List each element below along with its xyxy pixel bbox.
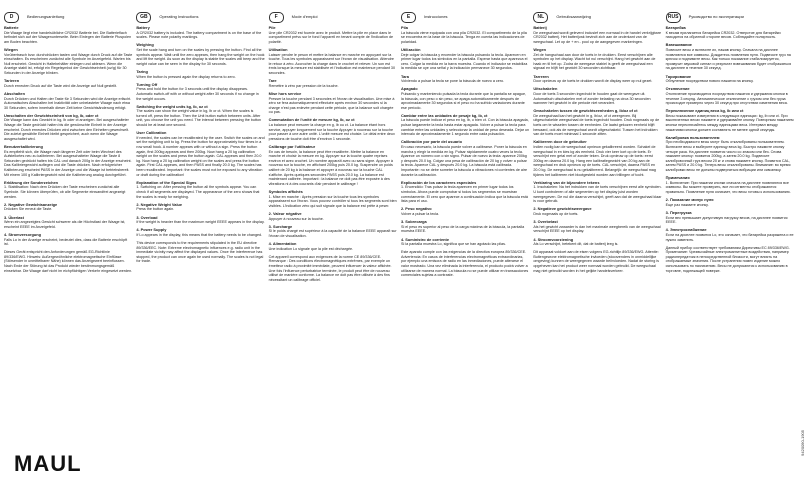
section bbox=[136, 70, 264, 79]
section bbox=[269, 225, 397, 239]
column-french bbox=[269, 12, 397, 444]
section-text: De weegschaal kan het gewicht in g, lb/oz, of ct weergeven. Bij uitgeschakelde weegschaal de toets ingedrukt houden. Druk nogmaals op de toets om te wisselen tussen de eenheden. De laatst gekozen eenheid blijft bewaard, ook als de weegschaal wordt uitgeschakeld. Tussen het indrukken van de toets moet minimaal 1 seconde zitten. bbox=[533, 113, 660, 137]
section-heading: Abschalten bbox=[4, 90, 25, 96]
section-text: Indien nodig kan de weegschaal opnieuw gekalibreerd worden. Schakel de weegschaal in en kies kg als eenheid. Druk vier keer kort op de toets. Er verschijnt een getal met of zonder teken. Druk opnieuw op de toets: eerst 200kg en daarna 20.0 kg. Hang een kalibratiegewicht van 20 kg aan de weegschaal en druk opnieuw op de toets. CAL verschijnt, daarna PASS en 20.0 kg. De weegschaal is nu gekalibreerd. Belangrijk: de weegschaal mag tijdens het kalibreren niet blootgesteld worden aan trillingen of tocht. bbox=[533, 145, 656, 177]
section-text: Press and hold the button for 3 seconds until the display disappears. Automatic switch-off with or without weight after 30 seconds if no change in the weight occurs. bbox=[136, 87, 259, 101]
section bbox=[269, 92, 397, 115]
section bbox=[401, 250, 529, 278]
section-heading: Explanation of the Special Signs bbox=[136, 179, 197, 185]
section-heading: 2. Peso negativo bbox=[400, 206, 432, 212]
section-text: Cet appareil correspond aux exigences de la norme CE 89/336/CEE. Remarque : Des conditions électromagnétiques extrêmes, par exemple un émetteur radio à proximité immédiate, peuvent influencer la valeur affichée. Une fois l'influence perturbatrice terminée, le produit peut être de nouveau utilisé de manière conforme. La balance ne doit pas être utilisée à des fins nécessitant un calibrage officiel. bbox=[268, 254, 392, 282]
section bbox=[136, 216, 264, 225]
section-text: Volver a pulsar la tecla. bbox=[400, 211, 440, 216]
section-text: Повесьте весы и включите их, нажав кнопку. Сначала на дисплее появляются все символы. Дождитесь появления нуля. Подвесьте груз на крючок и поднимите весы. Как только показание стабилизируется, прозвучит звуковой сигнал и результат взвешивания будет отображаться на дисплее в течение 30 секунд. bbox=[665, 47, 792, 71]
section-text: Set the scale hang and turn on the scales by pressing the button. Find all the symbols appear. Wait until the zero appears, then hang the weight on the hook and lift the weight. As soon as the display is stable the scales will beep and the weight value can be seen in the display for 30 seconds. bbox=[136, 47, 265, 66]
section bbox=[666, 176, 794, 194]
section bbox=[666, 75, 794, 84]
section-text: La balance peut mesurer la charge en g, lb ou ct. La balance étant hors service, appuyer longuement sur la touche Appuyer à nouveau sur la touche pour passer à une autre unité. L'unité mesure est choisie. Le délai entre deux pressions de touche doit être d'environ 1 seconde. bbox=[268, 123, 395, 141]
section-heading: Explicación de los caracteres especiales bbox=[400, 179, 477, 185]
section bbox=[401, 87, 529, 110]
section-heading: 4. Power Supply bbox=[136, 227, 167, 233]
column-header bbox=[533, 12, 661, 23]
section-heading: 2. Показание минус нуля bbox=[665, 197, 714, 203]
section bbox=[533, 220, 661, 234]
column-header bbox=[666, 12, 794, 23]
section-heading: Tare bbox=[268, 78, 277, 84]
section-heading: 2. Valeur négative bbox=[268, 210, 302, 216]
section-heading: Mise hors service bbox=[268, 90, 302, 96]
section-heading: Cambiar entre las unidades de pesaje kg, lb, ct bbox=[400, 112, 488, 118]
section-text: Als Lo verschijnt, betekent dit, dat de batterij leeg is. bbox=[533, 242, 619, 247]
section bbox=[401, 75, 529, 84]
section-text: Drücken Sie erneut die Taste. bbox=[4, 207, 53, 212]
language-badge: GB bbox=[136, 12, 151, 23]
section-heading: Verklaring van de bijzondere tekens bbox=[533, 179, 600, 185]
section bbox=[401, 238, 529, 247]
section bbox=[4, 145, 132, 177]
column-russian bbox=[666, 12, 794, 444]
section bbox=[269, 190, 397, 208]
section-text: Vorübertrasch bzw. durchdrücken tasten und Waage durch Druck auf die Taste einschalten. Es erscheinen zunächst alle Symbole im Anzeigefeld. Warten bis Null erscheint. Gewicht in Haltebehälter einlegen und ablesen. Wenn die Anzeige stabil ist, erfolgt ein Regelsymbol der Gewichtseinheit (oz/g) für 30 Sekunden in der Anzeige blinken. bbox=[4, 52, 133, 75]
language-badge: E bbox=[401, 12, 416, 23]
section-text: Door opnieuw op de toets te drukken wordt de display weer op nul gezet. bbox=[533, 79, 653, 84]
section-heading: Wiegen bbox=[4, 46, 18, 52]
section-heading: Pila bbox=[400, 25, 408, 30]
section-text: Si la pantalla muestra Lo, significa que se han agotado las pilas. bbox=[400, 242, 506, 247]
section bbox=[4, 181, 132, 199]
section-heading: Turning Off bbox=[136, 81, 158, 87]
section-text: Dit apparaat voldoet aan de eisen volgens EG-richtlijn 89/336/EWG. Attentie: Buitengewone elektromagnetische invloeden (stoorzenders in onmiddellijke omgeving) kunnen de weergegeven waarde beïnvloeden. Nadat de storing is opgeheven kan het product weer normaal worden gebruikt. De weegschaal mag niet gebruikt worden in het geijkte handelsverkeer. bbox=[533, 250, 659, 273]
section bbox=[533, 26, 661, 44]
section-text: Durch Drücken und Halten der Taste für 3 Sekunden wird die Anzeige erlischt. Automatisches Abschalten bei Inaktivität oder unbelasteter Waage nach etwa 30 Sekunden, sofern innerhalb dieser Zeit keine Gewichtsänderung erfolgt. bbox=[4, 96, 132, 110]
section-heading: 4. Электроснабжение bbox=[665, 227, 707, 233]
section-heading: Battery bbox=[136, 25, 150, 30]
instruction-columns bbox=[4, 12, 794, 444]
section-heading: 3. Overbelast bbox=[533, 219, 558, 225]
section-text: Remettre à zéro par pression de la touche. bbox=[268, 83, 339, 88]
brand-logo: MAUL bbox=[14, 451, 82, 476]
section bbox=[666, 136, 794, 173]
section bbox=[136, 203, 264, 212]
section-heading: Apagado bbox=[400, 86, 418, 92]
section bbox=[4, 114, 132, 142]
section-text: La báscula puede indicar el peso en kg, lb, o bien ct. Con la báscula apagada, pulsar largamente la tecla hasta estar apagada. Volver a pulsar la tecla para cambiar entre las unidades y seleccionar la unidad de peso deseada. Dejar un intervalo de aproximadamente 1 segundo entre cada pulsación. bbox=[400, 118, 530, 137]
section bbox=[533, 181, 661, 204]
section-text: En cas de besoin, la balance peut être recalibrée. Mettre la balance en marche et choisir la mesure en kg. Appuyer sur la touche quatre reprises environ et avec crochet. Un nombre apparaît avec ou sans signe. Appuyer à nouveau sur la touche, en affichant 200kg puis 20.0 kg. Suspendre un poids calibré de 20 kg à la balance et appuyer à nouveau sur la touche CAL s'affiche. Après quelques secondes PASS puis 20.0 kg. La balance est maintenant calibrée. Important : la balance ne doit pas être exposée à des vibrations ni à des courants d'air pendant le calibrage ! bbox=[268, 149, 393, 186]
document-code: 9420090-1905 bbox=[800, 430, 805, 456]
section bbox=[4, 92, 132, 110]
column-title: Gebruiksaanwijzing bbox=[556, 14, 591, 20]
section-heading: Pile bbox=[268, 25, 276, 30]
section-heading: 2. Negatieve gewichtsweergave bbox=[533, 206, 592, 212]
section-text: Еще раз нажмите кнопку. bbox=[665, 202, 709, 207]
section-heading: 3. Sobrecarga bbox=[400, 219, 427, 225]
section bbox=[4, 26, 132, 44]
section-text: К весам прилагается батарейка CR2032. Отверстие для батарейки находится на обратной стороне весов. Соблюдайте полярность. bbox=[665, 30, 781, 40]
section bbox=[269, 118, 397, 141]
section-heading: Umschalten der Gewichtseinheit von kg, lb, oder ct bbox=[4, 112, 99, 118]
section bbox=[666, 246, 794, 274]
section-text: This device corresponds to the requirements stipulated in the EU directive 89/336/EEC. Note: Extreme electromagnetic influences e.g. radio unit in the immediate vicinity may affect the displayed values. Once the interference has stopped, the product can once again be used normally. The scales is not legal for trade. bbox=[136, 241, 264, 264]
column-dutch bbox=[533, 12, 661, 444]
section bbox=[401, 207, 529, 216]
section-heading: Калибровка пользователем bbox=[665, 134, 720, 140]
section bbox=[666, 211, 794, 225]
section bbox=[136, 131, 264, 177]
section bbox=[401, 114, 529, 137]
column-header bbox=[136, 12, 264, 23]
section-heading: 2. Negative Gewichtsanzeige bbox=[4, 201, 58, 207]
language-badge: RUS bbox=[666, 12, 681, 23]
section bbox=[533, 250, 661, 273]
section-text: The scales can show the weight value in kg, lb or ct. When the scales is turned off, press the button. Then the Unit button switch between units. After unit, you choose the unit you need. The interval between pressing the button should be at least one second. bbox=[136, 109, 262, 128]
section-text: Une indication Lo signale que la pile est déchargée. bbox=[268, 246, 354, 251]
section-heading: Calibrage par l'utilisateur bbox=[268, 144, 316, 150]
section-heading: Batterij bbox=[533, 25, 547, 30]
section-heading: Utilización bbox=[400, 46, 421, 52]
section-heading: 2. Negative Weight Value bbox=[136, 201, 183, 207]
language-badge: D bbox=[4, 12, 19, 23]
section bbox=[666, 109, 794, 132]
section bbox=[4, 48, 132, 76]
section-heading: Calibración por parte del usuario bbox=[400, 139, 462, 145]
column-header bbox=[269, 12, 397, 23]
section-text: En caso necesario, la báscula puede volver a calibrarse. Poner la báscula en marcha y elegir la medida en kg. Pulsar rápidamente cuatro veces la tecla. Aparece un número con o sin signo. Pulsar de nuevo la tecla: aparece 200kg y después 20.0 kg. Colgar una pesa de calibración de 20 kg y volver a pulsar la tecla. Aparece CAL y después 20.0 kg. La báscula está calibrada. Importante: no se debe someter la báscula a vibraciones ni corrientes de aire durante la calibración. bbox=[400, 145, 528, 177]
section bbox=[269, 79, 397, 88]
section-text: Если на дисплее появится Lo, это означает, что батарейка разряжена и ее нужно заменить. bbox=[665, 232, 794, 242]
section-heading: Benutzerkalibrierung bbox=[4, 144, 43, 150]
section-heading: Kalibreren door de gebruiker bbox=[533, 139, 587, 145]
section-text: Dieses Gerät entspricht den Anforderungen gemäß EG-Richtlinie 89/336/EWG. Hinweis: Außergewöhnliche elektromagnetische Einflüsse (Störsender in unmittelbarer Nähe) können das Anzeigewert beeinflussen. Nach Ende der Störung ist das Produkt wieder bestimmungsgemäß einsetzbar. Die Waage darf nicht im eichpflichtigen Verkehr eingesetzt werden. bbox=[4, 250, 133, 273]
section bbox=[136, 105, 264, 128]
section-text: Door de toets 3 seconden ingedrukt te houden gaat de weergave uit. Automatisch uitschakelen met of zonder belasting na circa 30 seconden wanneer het gewicht in die periode niet verandert. bbox=[533, 91, 651, 106]
section bbox=[4, 250, 132, 273]
section-heading: Tara bbox=[400, 73, 409, 79]
section-heading: Tarreren bbox=[533, 73, 549, 79]
section-text: При необходимости весы могут быть откалиброваны пользователем. Включите весы и выберите единицу веса kg. Быстро нажмите кнопку четыре раза. На дисплее появится число со знаком или без. Снова нажмите кнопку: появится 200kg, а затем 20.0 kg. Подвесьте калибровочный груз весом 20 кг и снова нажмите кнопку. Появится CAL, затем PASS и 20.0 kg. Теперь весы откалиброваны. Внимание: во время калибровки весы не должны подвергаться вибрации или сквозняку. bbox=[665, 140, 791, 172]
section bbox=[136, 83, 264, 101]
section-heading: Wegen bbox=[533, 46, 546, 52]
section-heading: Symboles affichés bbox=[268, 188, 303, 194]
section-text: Presser la touche pendant 3 secondes et l'écran de visualisation. Une mise à zéro se fera automatiquement effectuée après environ 30 secondes si la charge n'est pas enlevée pendant cette période, que la balance soit chargée ou pas. bbox=[268, 96, 395, 115]
section bbox=[533, 207, 661, 216]
section bbox=[269, 48, 397, 76]
section bbox=[4, 233, 132, 247]
section-text: 1. Inschakelen: Na het indrukken van de toets verschijnen eerst alle symbolen. U kunt controleren of alle segmenten op het display juist worden weergegeven. De nul die daarna verschijnt, geeft aan dat de weegschaal klaar is voor gebruik. bbox=[533, 185, 662, 204]
section-text: Весы показывают измерения в следующих единицах: kg, lb или ct. При выключенных весах нажмите и удерживайте кнопку. Повторным нажатием кнопки переключайтесь между единицами веса. Интервал между нажатиями кнопки должен составлять не менее одной секунды. bbox=[665, 113, 794, 132]
column-spanish bbox=[401, 12, 529, 444]
section-text: 1. Включение: При нажатии кнопки сначала на дисплее появляются все символы. Вы можете проверить, все ли сегменты отображаются правильно. Появление нуля означает, что весы готовы к использованию. bbox=[665, 180, 791, 194]
section bbox=[533, 48, 661, 71]
column-header bbox=[4, 12, 132, 23]
section-heading: Utilisation bbox=[268, 46, 288, 52]
section bbox=[533, 75, 661, 84]
section-text: When the button is pressed again the display returns to zero. bbox=[136, 74, 236, 79]
column-title: Operating Instructions bbox=[159, 14, 199, 20]
section-heading: 3. Перегрузка bbox=[665, 209, 692, 215]
section-text: If Lo appears in the display, this means that the battery needs to be changed. bbox=[136, 232, 263, 237]
section-text: Es empfiehlt sich, die Waage nach längerer Zeit oder beim Wechsel des Aufstellortes neu zu kalibrieren. Bei ausgeschalteter Waage die Taste 8 Sekunden gedrückt halten bis CAL und danach 200g in der Anzeige erscheint. Das Kalibriergewicht auflegen und die Taste drücken. Nach erfolgreicher Kalibrierung erscheint PASS in der Anzeige und die Waage ist betriebsbereit. Mit einem 100 g Kalibriergewicht wird die Kalibrierung analog durchgeführt. bbox=[4, 149, 132, 177]
section-heading: Переключение единиц веса kg, lb или ct bbox=[665, 108, 744, 114]
section-text: Die Waage kann das Gewicht in kg, lb oder ct anzeigen. Bei ausgeschalteter Waage die Taste gedrückt halten bis die gewünschte Einheit in der Anzeige erscheint. Durch erneutes Drücken wird zwischen den Einheiten gewechselt. Die zuletzt gewählte Einheit bleibt gespeichert, auch wenn die Waage ausgeschaltet wird. bbox=[4, 118, 130, 141]
section bbox=[666, 228, 794, 242]
section-heading: Taring bbox=[136, 68, 148, 74]
language-badge: NL bbox=[533, 12, 548, 23]
section-text: Durch erneuten Druck auf die Taste wird die Anzeige auf Null gestellt. bbox=[4, 83, 118, 88]
section bbox=[4, 79, 132, 88]
section bbox=[4, 216, 132, 230]
column-title: Bedienungsanleitung bbox=[27, 14, 65, 20]
section bbox=[269, 145, 397, 186]
section bbox=[666, 198, 794, 207]
section-text: Обнуление посредством нового нажатия на кнопку. bbox=[665, 79, 754, 84]
section-text: Falls Lo in der Anzeige erscheint, bedeutet dies, dass die Batterie erschöpft ist. bbox=[4, 237, 128, 247]
section-heading: Uitschakelen bbox=[533, 86, 558, 92]
section-text: Laisser pendre le peson et mettre la balance en marche en appuyant sur la touche. Tous les symboles apparaissent sur l'écran de visualisation. Attendre le retour à zéro. Accrocher la charge dans le crochet et relever. Un son est émis lorsque la mesure est stabilisée et l'indication est maintenue pendant 30 secondes. bbox=[268, 52, 396, 75]
section bbox=[136, 26, 264, 40]
section bbox=[401, 220, 529, 234]
section-text: Si el peso es superior al peso de la carga máxima de la báscula, la pantalla muestra EEEE. bbox=[400, 224, 525, 234]
section-text: Die Waage liegt eine handelsübliche CR2032 Batterie bei. Die Batterieflach befindet sich auf der Waagenunterseite. Beim Einlegen der Batterie Pluspolen am Boden beachten. bbox=[4, 30, 132, 44]
section-text: Zet de hangschaal aan door de toets in te drukken. Eerst verschijnen alle symbolen op het display. Wacht tot nul verschijnt. Hang het gewicht aan de haak en til het op. Zodra de weergave stabiel is geeft de weegschaal een signaal en blijft het gewicht 30 seconden zichtbaar. bbox=[533, 52, 656, 71]
section-heading: 3. Overload bbox=[136, 214, 158, 220]
section bbox=[533, 238, 661, 247]
section-text: Une pile CR2032 est fournie avec le produit. Mettre la pile en place dans le compartiment prévu sur le fond l'appareil en tenant compte de l'indication de polarité. bbox=[268, 30, 394, 44]
section bbox=[533, 140, 661, 177]
section-text: If the weight is heavier than the maximum weight EEEE appears in the display. bbox=[136, 220, 265, 225]
section-text: Als het gewicht zwaarder is dan het maximale weegbereik van de weegschaal verschijnt EEEE op het display. bbox=[533, 224, 661, 234]
section-heading: Примечания bbox=[665, 175, 690, 181]
section-heading: User Calibration bbox=[136, 130, 167, 136]
section-text: Druk nogmaals op de toets. bbox=[533, 211, 579, 216]
section bbox=[401, 181, 529, 204]
section-text: A CR2032 battery is included. The battery compartment is on the base of the scales. Please note polarity markings. bbox=[136, 30, 262, 40]
section-text: Este aparato cumple con las exigencias de la directiva europea 89/336/CEE. Advertencia: En casos de interferencias electromagnéticas extraordinarias, por ejemplo una emisora de radio en las inmediaciones, puede alterarse el valor mostrado. Una vez eliminada la interferencia, el producto podrá volver a utilizarse de manera normal. La báscula no se puede utilizar en transacciones comerciales sujetas a contraste. bbox=[400, 250, 529, 278]
section-heading: 4. Stromversorgung bbox=[4, 231, 41, 237]
section bbox=[4, 203, 132, 212]
section-heading: Commutation de l'unité de mesure kg, lb, oz ct bbox=[268, 117, 355, 123]
section-text: 1. Encendido: Tras pulsar la tecla aparecen en primer lugar todos los símbolos. Ahora puede comprobar si todos los segmentos se muestran correctamente. El cero que aparece a continuación indica que la báscula está lista para el uso. bbox=[400, 185, 528, 204]
section-text: Press the button again. bbox=[136, 207, 175, 212]
section-heading: 4. Stroomvoorziening bbox=[533, 236, 574, 242]
column-english bbox=[136, 12, 264, 444]
section-heading: Erklärung der Sonderzeichen bbox=[4, 179, 59, 185]
section-heading: 3. Surcharge bbox=[268, 223, 293, 229]
section-text: 1. Switching on: After pressing the button all the symbols appear. You can check if all segments are displayed. The appearance of the zero shows that the scales is ready for weighing. bbox=[136, 185, 260, 199]
section bbox=[533, 87, 661, 105]
section-text: If needed, the scales can be recalibrated by the user. Switch the scales on and set the weighing unit to kg. Press the button for approximately four times in a row small hook. A number appears with or without a sign. Press the button again, first 200kg appears and then 200kg. Now hang a 20 kg calibration weight on the scales and press the button again. CAL appears and then 20.0 kg. Now hang a 20 kg calibration weight on the scales and press the button again. First CAL appears, and then PASS and finally 20.0 kg. The scales has been recalibrated. Important: the scales must not be exposed to any vibration or draft during the calibration! bbox=[136, 135, 265, 177]
column-german bbox=[4, 12, 132, 444]
section bbox=[401, 26, 529, 44]
section-heading: Omschakelen tussen de gewichtseenheden g, lb/oz of ct bbox=[533, 108, 638, 114]
section-heading: Switching the weight units kg, lb, oz ct bbox=[136, 103, 208, 109]
section bbox=[269, 212, 397, 221]
section bbox=[666, 26, 794, 40]
section-heading: 4. Suministro de corriente bbox=[400, 236, 449, 242]
section-text: Если вес превышает допустимую нагрузку весов, на дисплее появится EEEE. bbox=[665, 215, 788, 225]
section bbox=[269, 26, 397, 44]
section-heading: Weighing bbox=[136, 42, 154, 48]
section-text: Отключение производится посредством нажатия и удержания кнопки в течение 3 секунд. Автоматическое отключение с грузом или без груза происходит примерно через 30 секунд при отсутствии изменения веса. bbox=[665, 91, 788, 106]
section-text: Данный прибор соответствует требованиям Директивы ЕС 89/336/EWG. Примечание: Чрезвычайные электромагнитные воздействия, например радиопередатчик в непосредственной близости, могут влиять на отображаемые значения. После устранения помех изделие можно использовать по назначению. Весы не допускаются к использованию в торговле, подлежащей поверке. bbox=[665, 245, 790, 273]
section-heading: Батарейка bbox=[665, 25, 686, 30]
section bbox=[269, 242, 397, 251]
section bbox=[666, 43, 794, 71]
section bbox=[401, 48, 529, 71]
section-text: Volviendo a pulsar la tecla se pone la báscula de nuevo a cero. bbox=[400, 79, 505, 84]
section bbox=[136, 43, 264, 66]
section-text: 1. Mise en marche : Après pression sur la touche tous les symboles apparaissent sur l'écran. Vous pouvez contrôler si tous les segments sont bien visibles. L'indication zéro qui suit signale que la balance est prête à peser. bbox=[268, 194, 397, 208]
section-text: Pulsando y manteniendo pulsada la tecla durante que la pantalla se apague, la báscula, con peso o sin peso, se apaga automáticamente después de aproximadamente 30 segundos si el peso no ha sufrido variaciones durante ese período. bbox=[400, 91, 527, 110]
section-heading: Отключение bbox=[665, 86, 690, 92]
section-text: Wenn ein angezeigtes Gewicht schwerer als die Höchstlast der Waage ist, erscheint EEEE im Anzeigefeld. bbox=[4, 220, 126, 229]
column-title: Mode d'emploi bbox=[291, 14, 318, 20]
section-text: Deje colgar la báscula y encender la báscula pulsando la tecla. Aparecen en primer lugar todos los símbolos en la pantalla. Esperar hasta que aparezca el cero. Colgar la medida en la barra muestra. Cuando el indicador se estabiliza la medida se oye una señal y la indicación permanece 30 segundos. bbox=[400, 52, 528, 71]
section bbox=[136, 241, 264, 264]
section-heading: 4. Alimentation bbox=[268, 241, 297, 247]
section bbox=[401, 140, 529, 177]
section-text: Appuyer à nouveau sur la touche. bbox=[268, 216, 324, 221]
section-text: La báscula viene equipada con una pila CR2032. El compartimento de la pila se encuentra en la base de la báscula. Tenga en cuenta las indicaciones de polaridad. bbox=[400, 30, 527, 44]
column-title: Руководство по эксплуатации bbox=[688, 14, 744, 20]
section bbox=[269, 255, 397, 283]
section bbox=[136, 228, 264, 237]
section-heading: Batterie bbox=[4, 25, 19, 30]
section-heading: 3. Überlast bbox=[4, 214, 24, 220]
language-badge: F bbox=[269, 12, 284, 23]
section-heading: Tarieren bbox=[4, 78, 20, 84]
section-heading: Тарирование bbox=[665, 73, 692, 79]
section-text: De weegschaal wordt geleverd inclusief een normaal in de handel verkrijgbare CR2032 batterij. Het batterijvak bevindt zich aan de onderkant van de weegschaal. Let op de + en - pool op de aangegeven markeringen. bbox=[533, 30, 662, 44]
column-title: Instrucciones bbox=[423, 14, 448, 20]
column-header bbox=[401, 12, 529, 23]
section bbox=[533, 109, 661, 137]
section-text: 1. Stabilisation: Nach dem Drücken der Taste erscheinen zunächst alle Symbole. Sie können überprüfen, ob alle Segmente einwandfrei angezeigt werden. bbox=[4, 185, 126, 199]
section bbox=[666, 87, 794, 105]
section bbox=[136, 181, 264, 199]
section-text: Si le poids chargé est supérieur à la capacité de la balance EEEE apparaît sur l'écran de visualisation. bbox=[268, 229, 397, 238]
section-heading: Взвешивание bbox=[665, 42, 692, 48]
